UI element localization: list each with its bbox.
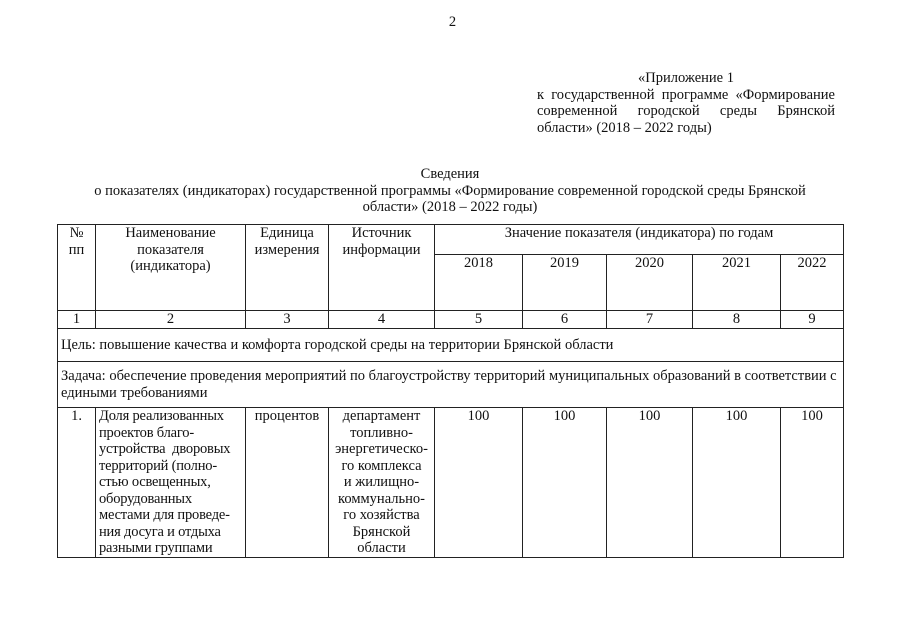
row-value: 100 [523, 408, 607, 558]
row-name [96, 408, 246, 558]
row-name-line: территорий (полно- [99, 457, 217, 474]
row-source-line: го комплекса [341, 457, 422, 474]
row-source-line: области [357, 540, 406, 556]
header-year: 2020 [607, 255, 693, 311]
column-number: 6 [523, 311, 607, 329]
header-unit: Единица измерения [246, 225, 329, 311]
task-text: Задача: обеспечение проведения мероприятий по благоустройству территорий муниципальных образований в соответствии с едиными требованиями [58, 362, 844, 408]
column-number: 8 [693, 311, 781, 329]
indicators-table [57, 224, 844, 558]
row-name-line: стью освещенных, [99, 474, 211, 490]
header-row-1 [58, 225, 844, 255]
row-source-line: коммунально- [338, 490, 425, 507]
header-values-group: Значение показателя (индикатора) по годам [435, 225, 844, 255]
row-source-line: Брянской [352, 523, 411, 540]
page-number: 2 [448, 14, 457, 30]
row-source-line: департамент [342, 408, 421, 424]
row-source-line: го хозяйства [343, 507, 420, 523]
column-number: 5 [435, 311, 523, 329]
document-heading [60, 166, 840, 216]
row-value: 100 [693, 408, 781, 558]
header-year: 2021 [693, 255, 781, 311]
appendix-line-4: области» (2018 – 2022 годы) [537, 119, 712, 136]
header-year: 2019 [523, 255, 607, 311]
task-row [58, 362, 844, 408]
appendix-line-3: современной городской среды Брянской [537, 103, 835, 119]
column-number: 7 [607, 311, 693, 329]
heading-title: Сведения [420, 166, 480, 182]
header-num: № пп [58, 225, 96, 311]
row-name-line: Доля реализованных [99, 408, 224, 424]
appendix-note [537, 70, 835, 136]
header-source: Источник информации [329, 225, 435, 311]
header-year: 2018 [435, 255, 523, 311]
row-name-line: местами для проведе- [99, 507, 230, 523]
row-name-line: ния досуга и отдыха [99, 523, 221, 540]
row-value: 100 [607, 408, 693, 558]
appendix-line-1: «Приложение 1 [638, 70, 734, 86]
row-source-line: топливно- [350, 424, 413, 441]
row-name-line: устройства дворовых [99, 441, 231, 457]
goal-text: Цель: повышение качества и комфорта городской среды на территории Брянской области [58, 329, 844, 362]
row-source-line: и жилищно- [343, 474, 420, 490]
table-row [58, 408, 844, 558]
header-year: 2022 [781, 255, 844, 311]
column-number: 2 [96, 311, 246, 329]
column-numbers-row [58, 311, 844, 329]
heading-subtitle-1: о показателях (индикаторах) государственной программы «Формирование современной городской среды Брянской [94, 182, 806, 199]
column-number: 1 [58, 311, 96, 329]
row-name-line: оборудованных [99, 490, 192, 507]
row-value: 100 [781, 408, 844, 558]
row-unit: процентов [246, 408, 329, 558]
column-number: 9 [781, 311, 844, 329]
column-number: 4 [329, 311, 435, 329]
column-number: 3 [246, 311, 329, 329]
heading-subtitle-2: области» (2018 – 2022 годы) [362, 199, 538, 215]
row-source-line: энергетическо- [335, 441, 428, 457]
goal-row [58, 329, 844, 362]
appendix-line-2: к государственной программе «Формирование [537, 86, 835, 103]
header-name: Наименование показателя (индикатора) [96, 225, 246, 311]
row-value: 100 [435, 408, 523, 558]
row-num: 1. [58, 408, 96, 558]
row-name-line: разными группами [99, 540, 213, 556]
row-source [329, 408, 435, 558]
row-name-line: проектов благо- [99, 424, 194, 441]
